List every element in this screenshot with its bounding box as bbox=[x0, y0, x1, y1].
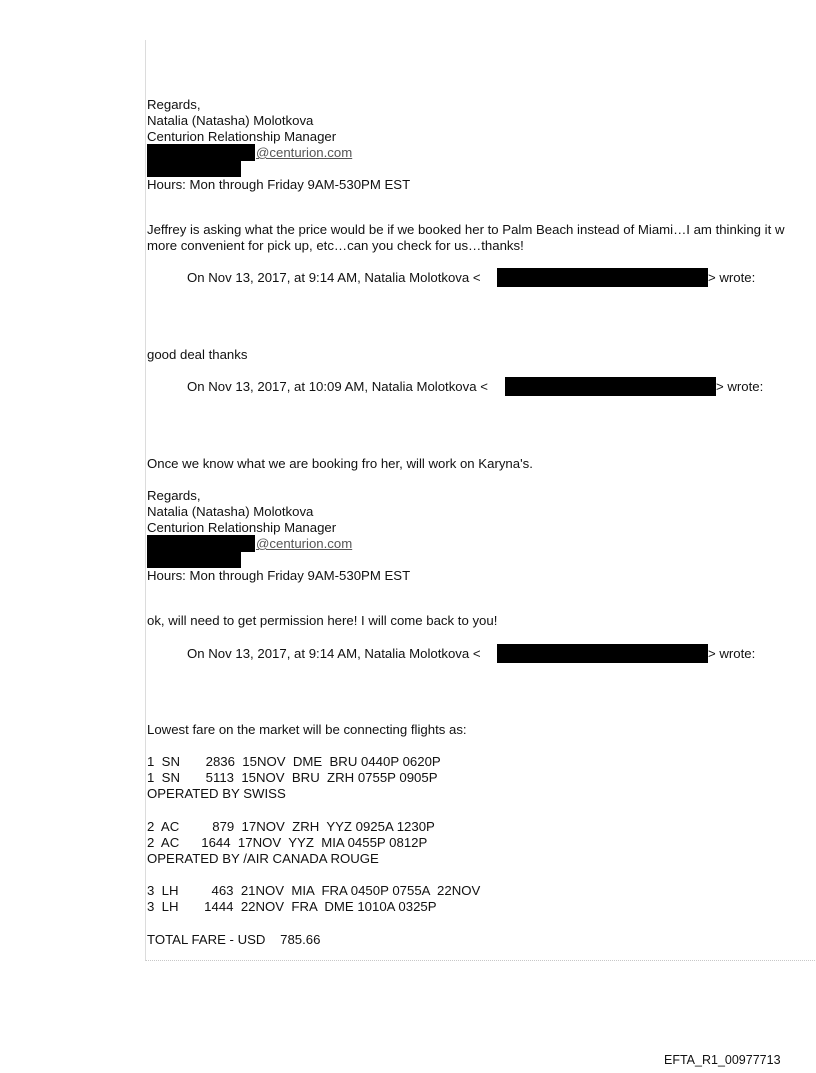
itinerary-segment: 2 AC 879 17NOV ZRH YYZ 0925A 1230P bbox=[147, 819, 435, 834]
redaction-box bbox=[497, 268, 708, 287]
redaction-box bbox=[505, 377, 716, 396]
message-palm-beach-line2: more convenient for pick up, etc…can you check for us…thanks! bbox=[147, 238, 524, 253]
redaction-box bbox=[497, 644, 708, 663]
itinerary-intro: Lowest fare on the market will be connecting flights as: bbox=[147, 722, 467, 737]
sig2-hours: Hours: Mon through Friday 9AM-530PM EST bbox=[147, 568, 411, 583]
message-permission: ok, will need to get permission here! I will come back to you! bbox=[147, 613, 498, 628]
document-id: EFTA_R1_00977713 bbox=[664, 1053, 781, 1067]
redaction-box bbox=[147, 144, 255, 161]
sig1-title: Centurion Relationship Manager bbox=[147, 129, 337, 144]
redaction-box bbox=[147, 535, 255, 552]
itinerary-operated-by: OPERATED BY SWISS bbox=[147, 786, 286, 801]
itinerary-segment: 2 AC 1644 17NOV YYZ MIA 0455P 0812P bbox=[147, 835, 428, 850]
sig2-regards: Regards, bbox=[147, 488, 201, 503]
message-good-deal: good deal thanks bbox=[147, 347, 248, 362]
quote2-header-prefix: On Nov 13, 2017, at 10:09 AM, Natalia Molotkova < bbox=[187, 379, 488, 394]
itinerary-segment: 3 LH 1444 22NOV FRA DME 1010A 0325P bbox=[147, 899, 437, 914]
itinerary-total-fare: TOTAL FARE - USD 785.66 bbox=[147, 932, 321, 947]
sig1-name: Natalia (Natasha) Molotkova bbox=[147, 113, 314, 128]
sig2-title: Centurion Relationship Manager bbox=[147, 520, 337, 535]
redaction-box bbox=[147, 552, 241, 568]
sig2-email-link[interactable]: @centurion.com bbox=[256, 536, 353, 551]
itinerary-segment: 3 LH 463 21NOV MIA FRA 0450P 0755A 22NOV bbox=[147, 883, 481, 898]
message-palm-beach-line1: Jeffrey is asking what the price would be if we booked her to Palm Beach instead of Miami…I am thinking it w bbox=[147, 222, 785, 237]
itinerary-operated-by: OPERATED BY /AIR CANADA ROUGE bbox=[147, 851, 379, 866]
quote1-header-suffix: > wrote: bbox=[708, 270, 756, 285]
itinerary-segment: 1 SN 5113 15NOV BRU ZRH 0755P 0905P bbox=[147, 770, 438, 785]
quote3-header-prefix: On Nov 13, 2017, at 9:14 AM, Natalia Molotkova < bbox=[187, 646, 481, 661]
sig1-hours: Hours: Mon through Friday 9AM-530PM EST bbox=[147, 177, 411, 192]
sig2-name: Natalia (Natasha) Molotkova bbox=[147, 504, 314, 519]
quote3-header-suffix: > wrote: bbox=[708, 646, 756, 661]
message-karyna: Once we know what we are booking fro her, will work on Karyna's. bbox=[147, 456, 533, 471]
itinerary-segment: 1 SN 2836 15NOV DME BRU 0440P 0620P bbox=[147, 754, 441, 769]
sig1-regards: Regards, bbox=[147, 97, 201, 112]
quote2-header-suffix: > wrote: bbox=[716, 379, 764, 394]
redaction-box bbox=[147, 161, 241, 177]
sig1-email-link[interactable]: @centurion.com bbox=[256, 145, 353, 160]
quote1-header-prefix: On Nov 13, 2017, at 9:14 AM, Natalia Molotkova < bbox=[187, 270, 481, 285]
